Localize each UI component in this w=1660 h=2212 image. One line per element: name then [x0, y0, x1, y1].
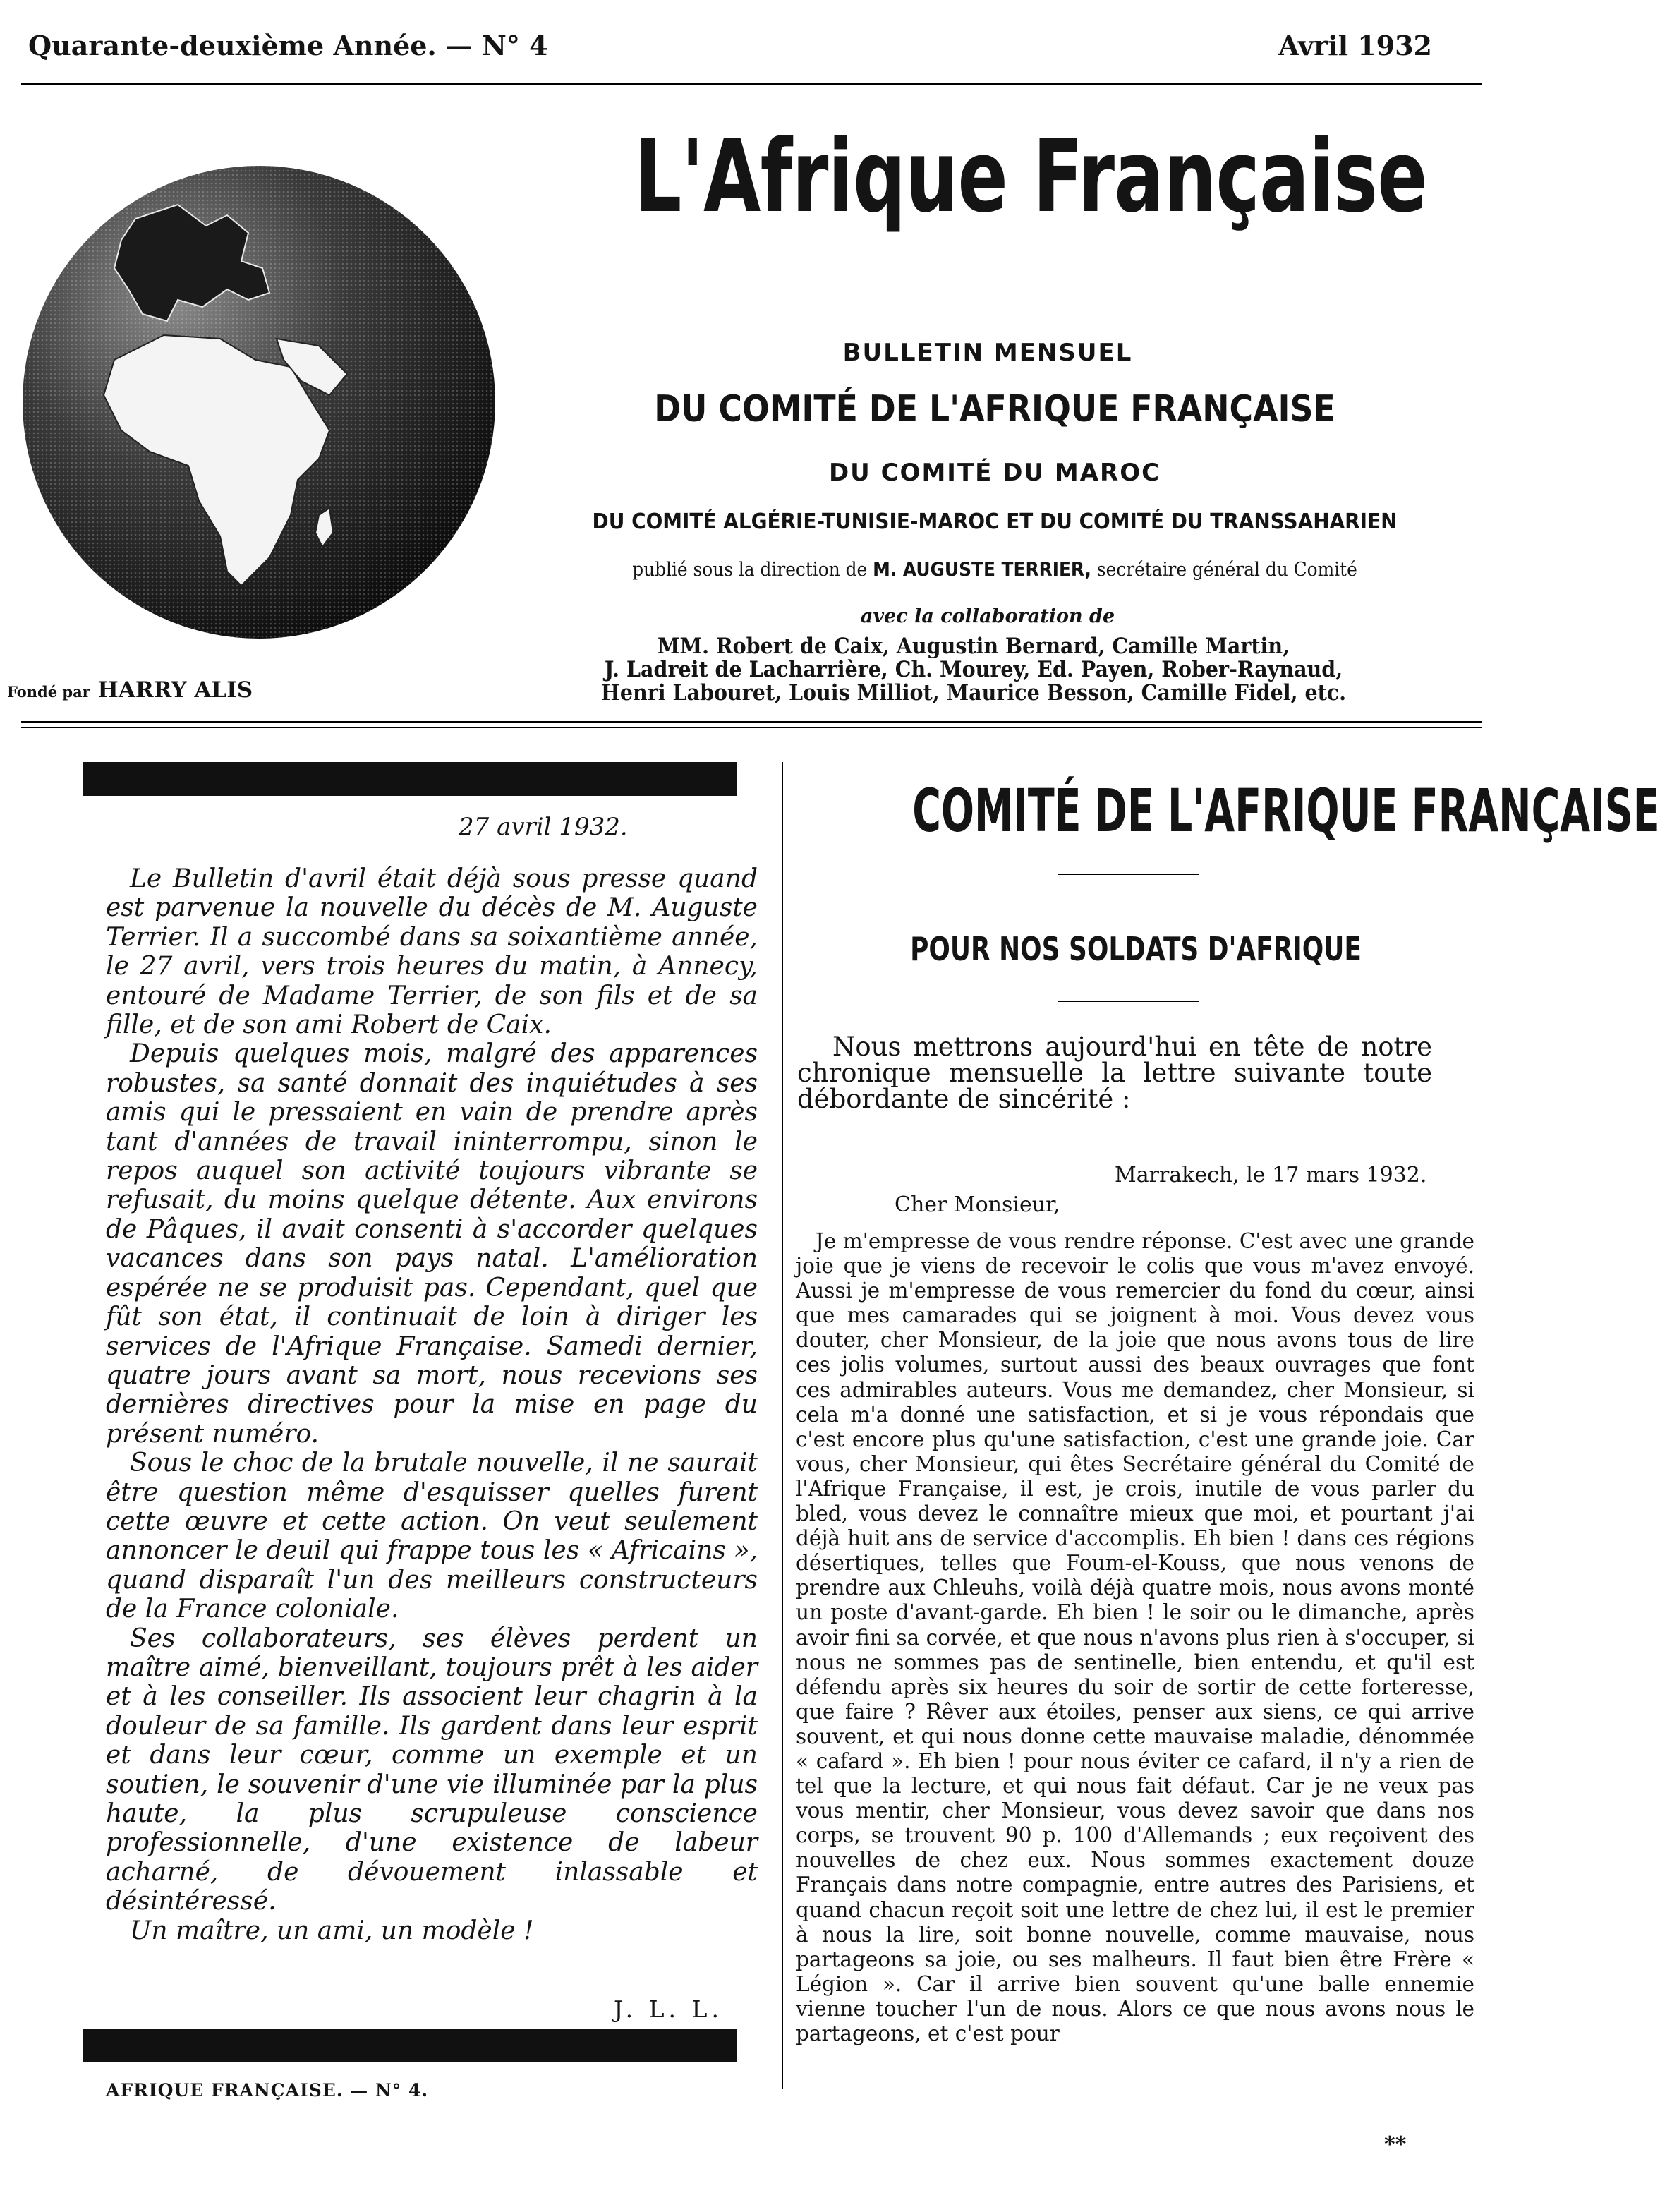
direction-line [547, 559, 1443, 581]
header-rule [21, 83, 1482, 85]
collaborators [466, 635, 1482, 705]
direction-name: M. AUGUSTE TERRIER, [873, 559, 1091, 581]
founded-label: Fondé par [7, 683, 90, 701]
paragraph: Le Bulletin d'avril était déjà sous presse quand est parvenue la nouvelle du décès de M. Auguste Terrier. Il a succombé dans sa soixantième année, le 27 avril, vers trois heures du matin, à Annecy, entouré de Madame Terrier, de son fils et de sa fille, et de son ami Robert de Caix. [106, 864, 758, 1040]
journal-title: L'Afrique Française [634, 119, 1427, 235]
page-footer: AFRIQUE FRANÇAISE. — N° 4. [106, 2080, 429, 2101]
title-rule [1058, 874, 1199, 875]
paragraph: Ses collaborateurs, ses élèves perdent un maître aimé, bienveillant, toujours prêt à les aider et à les conseiller. Ils associent leur chagrin à la douleur de sa famille. Ils gardent dans leur esprit et dans leur cœur, comme un exemple et un soutien, le souvenir d'une vie illuminée par la plus haute, la plus scrupuleuse conscience professionnelle, d'une existence de labeur acharné, de dévouement inlassable et désintéressé. [106, 1624, 758, 1916]
paragraph: Depuis quelques mois, malgré des apparences robustes, sa santé donnait des inquiétudes à ses amis qui le pressaient en vain de prendre après tant d'années de travail ininterrompu, sinon le repos auquel son activité toujours vibrante se refusait, du moins quelque détente. Aux environs de Pâques, il avait consenti à s'accorder quelques vacances dans son pays natal. L'amélioration espérée ne se produisit pas. Cependant, quel que fût son état, il continuait de loin à diriger les services de l'Afrique Française. Samedi dernier, quatre jours avant sa mort, nous recevions ses dernières directives pour la mise en page du présent numéro. [106, 1039, 758, 1449]
committee-main: DU COMITÉ DE L'AFRIQUE FRANÇAISE [654, 388, 1335, 430]
paragraph: Un maître, un ami, un modèle ! [130, 1916, 534, 1945]
masthead-rule [21, 721, 1482, 723]
masthead-rule-thin [21, 727, 1482, 728]
founder-name: HARRY ALIS [97, 677, 253, 703]
issue-line: Quarante-deuxième Année. — N° 4 [28, 30, 548, 61]
intro-paragraph: Nous mettrons aujourd'hui en tête de notre chronique mensuelle la lettre suivante toute débordante de sincérité : [797, 1032, 1432, 1114]
obituary-text [106, 864, 758, 1945]
subtitle-rule [1058, 1001, 1199, 1002]
collab-line: MM. Robert de Caix, Augustin Bernard, Camille Martin, [657, 634, 1290, 659]
committee-maroc: DU COMITÉ DU MAROC [828, 459, 1161, 487]
issue-date: Avril 1932 [1278, 30, 1432, 61]
direction-pre: publié sous la direction de [632, 559, 868, 581]
founder-line [7, 677, 253, 703]
letter-body [796, 1229, 1474, 2046]
signature: J. L. L. [614, 1995, 723, 2023]
section-title: COMITÉ DE L'AFRIQUE FRANÇAISE [912, 776, 1660, 845]
letter-salutation: Cher Monsieur, [895, 1192, 1060, 1217]
mourning-bar-bottom [83, 2029, 737, 2062]
direction-post: secrétaire général du Comité [1096, 559, 1357, 581]
committee-algerie: DU COMITÉ ALGÉRIE-TUNISIE-MAROC ET DU COMITÉ DU TRANSSAHARIEN [592, 509, 1398, 534]
collab-intro: avec la collaboration de [860, 605, 1115, 627]
letter-date: Marrakech, le 17 mars 1932. [1115, 1163, 1427, 1187]
column-divider [782, 762, 783, 2089]
continuation-mark: ** [1384, 2132, 1407, 2157]
letter-paragraph: Je m'empresse de vous rendre réponse. C'est avec une grande joie que je viens de recevoir le colis que vous m'avez envoyé. Aussi je m'empresse de vous remercier du fond du cœur, ainsi que mes camarades qui se joignent à moi. Vous devez vous douter, cher Monsieur, de la joie que nous avons tous de lire ces jolis volumes, surtout aussi des beaux ouvrages que font ces admirables auteurs. Vous me demandez, cher Monsieur, si cela m'a donné une satisfaction, et si je vous répondais que c'est encore plus qu'une satisfaction, c'est une grande joie. Car vous, cher Monsieur, qui êtes Secrétaire général du Comité de l'Afrique Française, il est, je crois, inutile de vous parler du bled, vous devez le connaître mieux que moi, et pourtant j'ai déjà huit ans de service d'accomplis. Eh bien ! dans ces régions désertiques, telles que Foum-el-Kouss, que nous venons de prendre aux Chleuhs, voilà déjà quatre mois, nous avons monté un poste d'avant-garde. Eh bien ! le soir ou le dimanche, après avoir fini sa corvée, et que nous n'avons plus rien à s'occuper, si nous ne sommes pas de sentinelle, bien entendu, et qu'il est défendu après six heures du soir de sortir de cette forteresse, que faire ? Rêver aux étoiles, penser aux siens, ce qui arrive souvent, et qui nous donne cette mauvaise maladie, dénommée « cafard ». Eh bien ! pour nous éviter ce cafard, il n'y a rien de tel que la lecture, et qui nous fait défaut. Car je ne veux pas vous mentir, cher Monsieur, vous devez savoir que dans nos corps, se trouvent 90 p. 100 d'Allemands ; eux reçoivent des nouvelles de chez eux. Nous sommes exactement douze Français dans notre compagnie, entre autres des Parisiens, et quand chacun reçoit soit une lettre de chez lui, il est le premier à nous la lire, soit bonne nouvelle, comme mauvaise, nous partageons sa joie, ou ses malheurs. Il faut bien être Frère « Légion ». Car il arrive bien souvent qu'une balle ennemie vienne toucher l'un de nous. Alors ce que nous avons nous le partageons, et c'est pour [796, 1229, 1474, 2045]
mourning-bar-top [83, 762, 737, 796]
collab-line: J. Ladreit de Lacharrière, Ch. Mourey, Ed. Payen, Rober-Raynaud, [604, 657, 1343, 682]
paragraph: Sous le choc de la brutale nouvelle, il ne saurait être question même d'esquisser quelles furent cette œuvre et cette action. On veut seulement annoncer le deuil qui frappe tous les « Africains », quand disparaît l'un des meilleurs constructeurs de la France coloniale. [106, 1449, 758, 1624]
section-subtitle: POUR NOS SOLDATS D'AFRIQUE [910, 930, 1362, 968]
globe-illustration [16, 148, 509, 642]
collab-line: Henri Labouret, Louis Milliot, Maurice Besson, Camille Fidel, etc. [600, 680, 1347, 706]
article-date: 27 avril 1932. [459, 813, 628, 841]
intro-text [797, 1034, 1432, 1112]
bulletin-label: BULLETIN MENSUEL [842, 339, 1133, 367]
